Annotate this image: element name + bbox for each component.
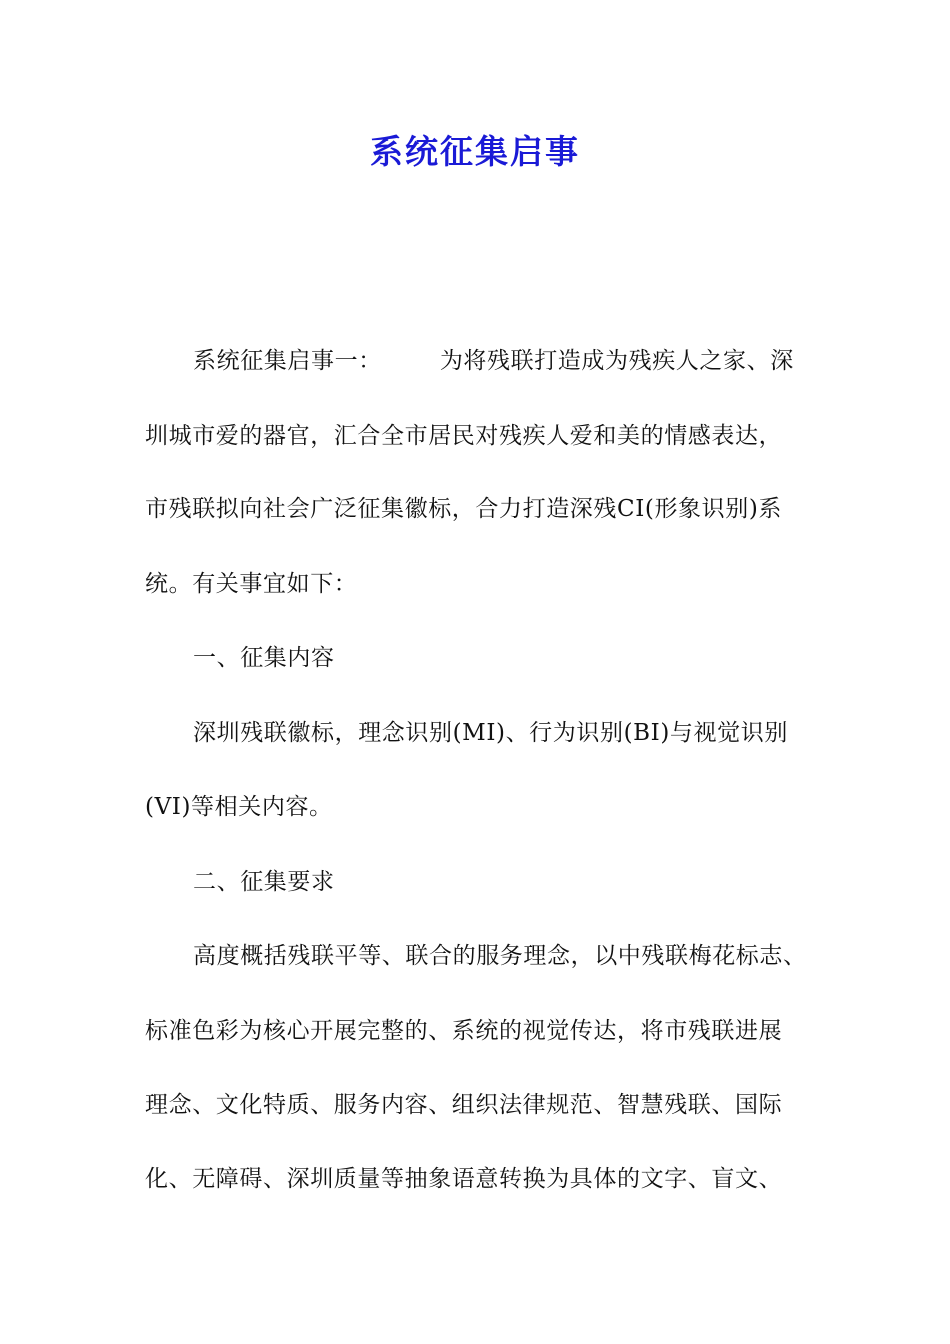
section-heading-1: 一、征集内容 [193,645,335,671]
paragraph-line-2: 圳城市爱的器官，汇合全市居民对残疾人爱和美的情感表达， [145,423,783,449]
intro-heading: 系统征集启事一： [193,348,382,374]
intro-text: 为将残联打造成为残疾人之家、深 [439,348,794,374]
section-heading-2: 二、征集要求 [193,869,335,895]
paragraph-line-4: 统。有关事宜如下： [145,571,358,597]
paragraph-line-10: 标准色彩为核心开展完整的、系统的视觉传达，将市残联进展 [145,1018,783,1044]
paragraph-line-6: 深圳残联徽标，理念识别(MI)、行为识别(BI)与视觉识别 [193,720,788,746]
paragraph-line-11: 理念、文化特质、服务内容、组织法律规范、智慧残联、国际 [145,1092,783,1118]
paragraph-line-3: 市残联拟向社会广泛征集徽标，合力打造深残CI(形象识别)系 [145,496,783,522]
paragraph-line-1 [193,344,794,378]
paragraph-line-12: 化、无障碍、深圳质量等抽象语意转换为具体的文字、盲文、 [145,1166,783,1192]
document-title: 系统征集启事 [370,132,580,171]
paragraph-line-7: (VI)等相关内容。 [145,794,333,820]
paragraph-line-9: 高度概括残联平等、联合的服务理念，以中残联梅花标志、 [193,943,807,969]
